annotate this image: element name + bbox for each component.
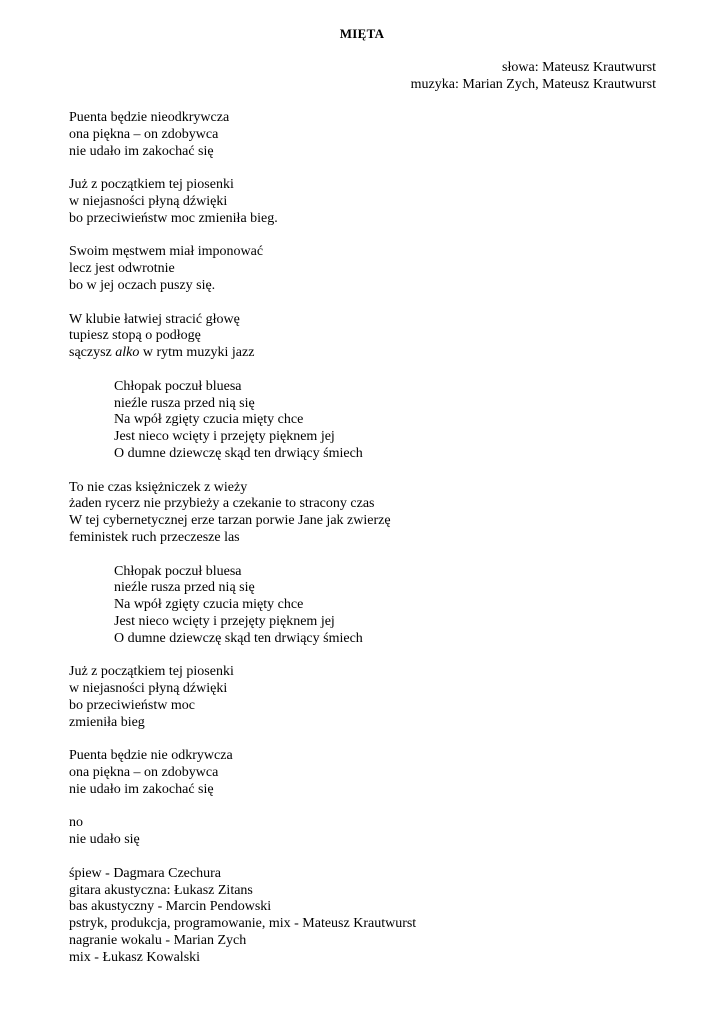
- lyric-line: Puenta będzie nieodkrywcza: [69, 110, 230, 125]
- lyric-line: lecz jest odwrotnie: [69, 261, 175, 277]
- lyrics-credit: słowa: Mateusz Krautwurst: [502, 60, 656, 75]
- lyric-italic-word: alko: [115, 345, 140, 361]
- lyric-line: Na wpół zgięty czucia mięty chce: [114, 597, 304, 613]
- lyric-line: nie udało im zakochać się: [69, 143, 214, 159]
- stanza: [69, 815, 416, 849]
- lyric-line: Swoim męstwem miał imponować: [69, 244, 264, 260]
- lyric-line: tupiesz stopą o podłogę: [69, 328, 201, 344]
- lyric-prefix: sączysz: [69, 345, 116, 361]
- lyric-line: nieźle rusza przed nią się: [114, 580, 255, 596]
- credits-bottom: [69, 866, 416, 967]
- stanza: [69, 748, 416, 798]
- stanza: [69, 664, 416, 731]
- lyric-line: [69, 345, 416, 362]
- chorus-stanza: [114, 379, 416, 463]
- lyric-line: żaden rycerz nie przybieży a czekanie to stracony czas: [69, 496, 375, 512]
- lyric-line: bo w jej oczach puszy się.: [69, 277, 216, 293]
- credit-line: bas akustyczny - Marcin Pendowski: [69, 899, 272, 915]
- lyric-line: bo przeciwieństw moc zmieniła bieg.: [69, 210, 278, 226]
- lyric-line: Puenta będzie nie odkrywcza: [69, 748, 233, 764]
- lyric-line: feministek ruch przeczesze las: [69, 529, 240, 545]
- stanza: [69, 244, 416, 294]
- lyric-line: Na wpół zgięty czucia mięty chce: [114, 412, 304, 428]
- lyric-line: To nie czas księżniczek z wieży: [69, 479, 248, 495]
- lyric-line: Chłopak poczuł bluesa: [114, 378, 242, 394]
- credit-line: nagranie wokalu - Marian Zych: [69, 933, 247, 949]
- stanza: [69, 110, 416, 160]
- stanza: [69, 480, 416, 547]
- lyric-line: no: [69, 815, 83, 831]
- credit-line: mix - Łukasz Kowalski: [69, 949, 201, 965]
- stanza: [69, 177, 416, 227]
- lyric-line: Jest nieco wcięty i przejęty pięknem jej: [114, 613, 335, 629]
- lyric-line: w niejasności płyną dźwięki: [69, 681, 228, 697]
- lyric-line: w niejasności płyną dźwięki: [69, 193, 228, 209]
- lyric-line: nie udało się: [69, 832, 140, 848]
- lyric-line: ona piękna – on zdobywca: [69, 126, 219, 142]
- lyric-line: nieźle rusza przed nią się: [114, 395, 255, 411]
- lyric-suffix: w rytm muzyki jazz: [139, 345, 255, 361]
- lyric-line: ona piękna – on zdobywca: [69, 765, 219, 781]
- song-title: MIĘTA: [339, 26, 385, 41]
- lyrics-body: [69, 110, 416, 983]
- credit-line: gitara akustyczna: Łukasz Zitans: [69, 882, 253, 898]
- lyric-line: zmieniła bieg: [69, 714, 145, 730]
- credit-line: śpiew - Dagmara Czechura: [69, 865, 221, 881]
- music-credit: muzyka: Marian Zych, Mateusz Krautwurst: [410, 77, 656, 92]
- lyric-line: Chłopak poczuł bluesa: [114, 563, 242, 579]
- lyric-line: bo przeciwieństw moc: [69, 697, 195, 713]
- credit-line: pstryk, produkcja, programowanie, mix - Mateusz Krautwurst: [69, 916, 417, 932]
- credits-top: [411, 59, 656, 93]
- lyric-line: W tej cybernetycznej erze tarzan porwie Jane jak zwierzę: [69, 513, 391, 529]
- stanza: [69, 312, 416, 362]
- lyric-line: O dumne dziewczę skąd ten drwiący śmiech: [114, 630, 363, 646]
- lyric-line: Już z początkiem tej piosenki: [69, 664, 234, 680]
- lyric-line: nie udało im zakochać się: [69, 781, 214, 797]
- lyric-line: Jest nieco wcięty i przejęty pięknem jej: [114, 429, 335, 445]
- lyric-line: Już z początkiem tej piosenki: [69, 177, 234, 193]
- chorus-stanza: [114, 564, 416, 648]
- lyric-line: O dumne dziewczę skąd ten drwiący śmiech: [114, 445, 363, 461]
- lyric-line: W klubie łatwiej stracić głowę: [69, 311, 240, 327]
